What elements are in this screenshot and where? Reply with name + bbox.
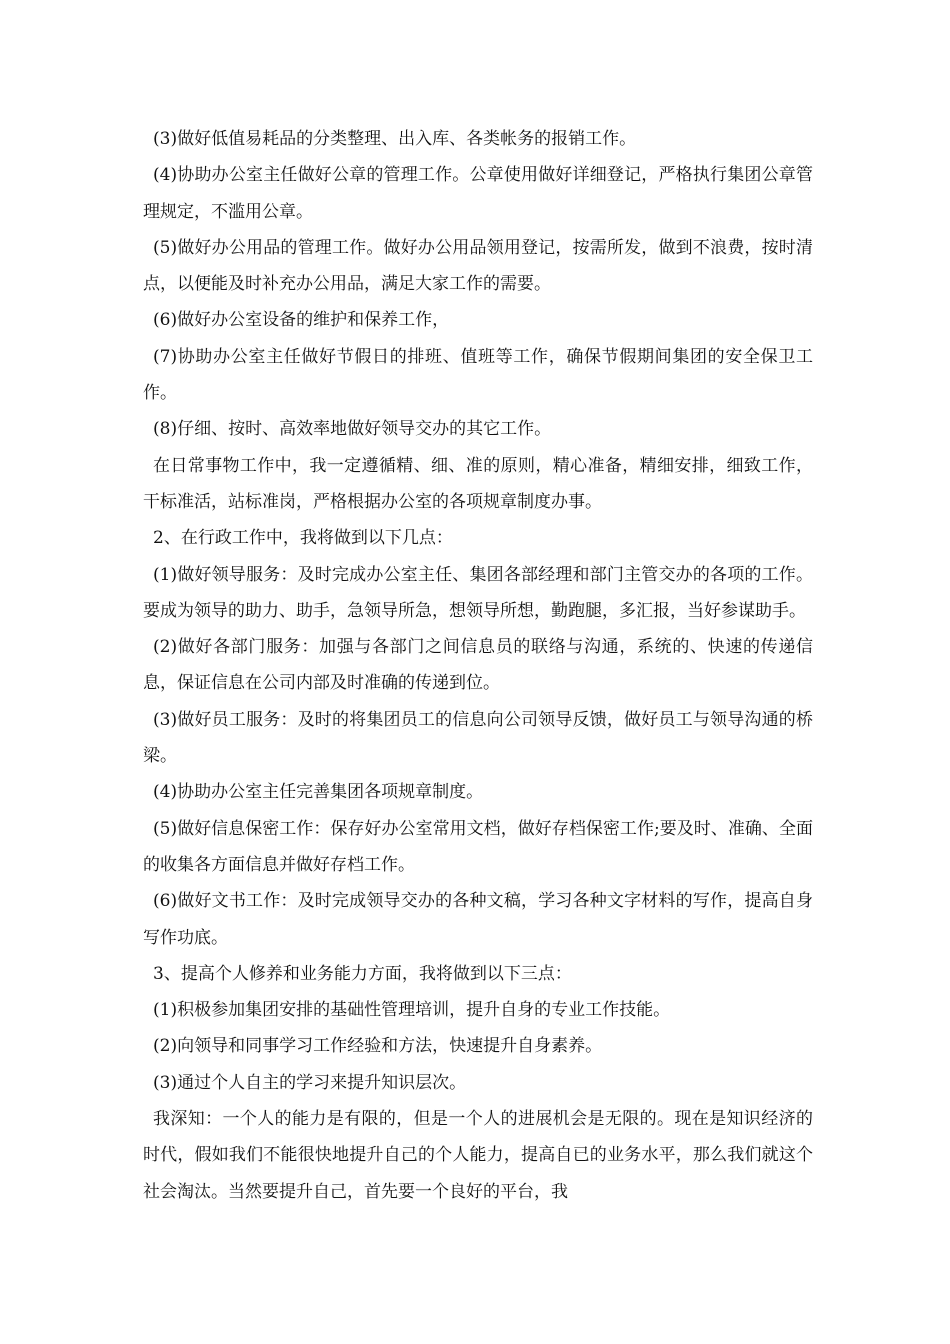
paragraph-7-holiday-duty: (7)协助办公室主任做好节假日的排班、值班等工作，确保节假期间集团的安全保卫工作。 [143, 346, 813, 404]
paragraph-daily-affairs-summary: 在日常事物工作中，我一定遵循精、细、准的原则，精心准备，精细安排，细致工作，干标准活，站标准岗，严格根据办公室的各项规章制度办事。 [143, 455, 813, 512]
paragraph-4-official-seal: (4)协助办公室主任做好公章的管理工作。公章使用做好详细登记，严格执行集团公章管理规定，不滥用公章。 [143, 165, 813, 222]
paragraph-3-low-value-items: (3)做好低值易耗品的分类整理、出入库、各类帐务的报销工作。 [153, 129, 637, 149]
paragraph-5-office-supplies: (5)做好办公用品的管理工作。做好办公用品领用登记，按需所发，做到不浪费，按时清点，以便能及时补充办公用品，满足大家工作的需要。 [143, 237, 813, 295]
paragraph-6-equipment-maintenance: (6)做好办公室设备的维护和保养工作， [153, 310, 450, 331]
paragraph-1-training: (1)积极参加集团安排的基础性管理培训，提升自身的专业工作技能。 [153, 1000, 671, 1021]
paragraph-8-other-tasks: (8)仔细、按时、高效率地做好领导交办的其它工作。 [153, 419, 552, 440]
paragraph-1-leader-service: (1)做好领导服务：及时完成办公室主任、集团各部经理和部门主管交办的各项的工作。要成为领导的助力、助手，急领导所急，想领导所想，勤跑腿，多汇报，当好参谋助手。 [143, 564, 813, 621]
document-body [143, 121, 813, 1210]
paragraph-6-clerical-work: (6)做好文书工作：及时完成领导交办的各种文稿，学习各种文字材料的写作，提高自身写作功底。 [143, 891, 813, 948]
section-heading-administrative-work: 2、在行政工作中，我将做到以下几点： [153, 528, 453, 549]
paragraph-2-learning-from-colleagues: (2)向领导和同事学习工作经验和方法，快速提升自身素养。 [153, 1036, 603, 1057]
paragraph-5-confidentiality: (5)做好信息保密工作：保存好办公室常用文档，做好存档保密工作;要及时、准确、全面的收集各方面信息并做好存档工作。 [143, 818, 813, 875]
paragraph-3-employee-service: (3)做好员工服务：及时的将集团员工的信息向公司领导反馈，做好员工与领导沟通的桥梁。 [143, 709, 813, 767]
paragraph-conclusion: 我深知：一个人的能力是有限的，但是一个人的进展机会是无限的。现在是知识经济的时代，假如我们不能很快地提升自己的个人能力，提高自已的业务水平，那么我们就这个社会淘汰。当然要提升自己，首先要一个良好的平台，我 [143, 1109, 813, 1202]
section-heading-personal-development: 3、提高个人修养和业务能力方面，我将做到以下三点： [153, 963, 572, 984]
paragraph-4-rules-improvement: (4)协助办公室主任完善集团各项规章制度。 [153, 782, 484, 803]
paragraph-2-department-service: (2)做好各部门服务：加强与各部门之间信息员的联络与沟通，系统的、快速的传递信息，保证信息在公司内部及时准确的传递到位。 [143, 637, 813, 694]
paragraph-3-self-study: (3)通过个人自主的学习来提升知识层次。 [153, 1072, 467, 1093]
